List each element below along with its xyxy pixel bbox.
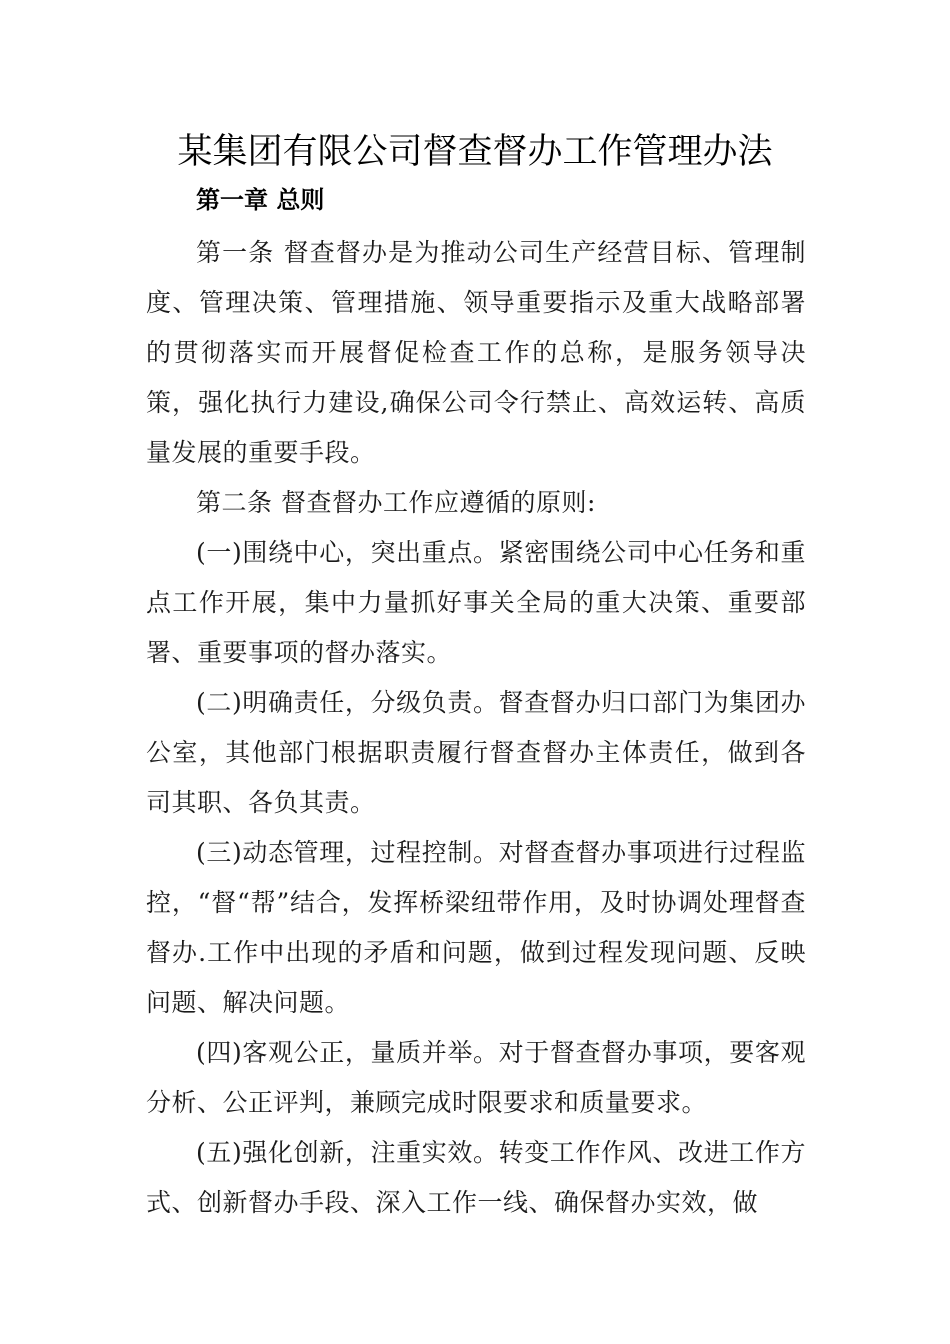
principle-2-paragraph: (二)明确责任，分级负责。督查督办归口部门为集团办公室，其他部门根据职责履行督查督办主体责任，做到各司其职、各负其责。: [146, 688, 806, 817]
principle-4-paragraph: (四)客观公正，量质并举。对于督查督办事项，要客观分析、公正评判，兼顾完成时限要求和质量要求。: [146, 1038, 806, 1117]
document-title: 某集团有限公司督查督办工作管理办法: [177, 132, 773, 172]
article-1-paragraph: 第一条 督查督办是为推动公司生产经营目标、管理制度、管理决策、管理措施、领导重要指示及重大战略部署的贯彻落实而开展督促检查工作的总称，是服务领导决策，强化执行力建设,确保公司令行禁止、高效运转、高质量发展的重要手段。: [146, 238, 806, 467]
principle-1-paragraph: (一)围绕中心，突出重点。紧密围绕公司中心任务和重点工作开展，集中力量抓好事关全局的重大决策、重要部署、重要事项的督办落实。: [146, 538, 806, 667]
document-body: [146, 228, 806, 1228]
article-2-paragraph: 第二条 督查督办工作应遵循的原则:: [196, 488, 596, 517]
principle-5-paragraph: (五)强化创新，注重实效。转变工作作风、改进工作方式、创新督办手段、深入工作一线、确保督办实效，做: [146, 1138, 806, 1217]
chapter-heading: 第一章 总则: [196, 186, 325, 214]
principle-3-paragraph: (三)动态管理，过程控制。对督查督办事项进行过程监控，“督“帮”结合，发挥桥梁纽带作用，及时协调处理督查督办.工作中出现的矛盾和问题，做到过程发现问题、反映问题、解决问题。: [146, 838, 806, 1017]
